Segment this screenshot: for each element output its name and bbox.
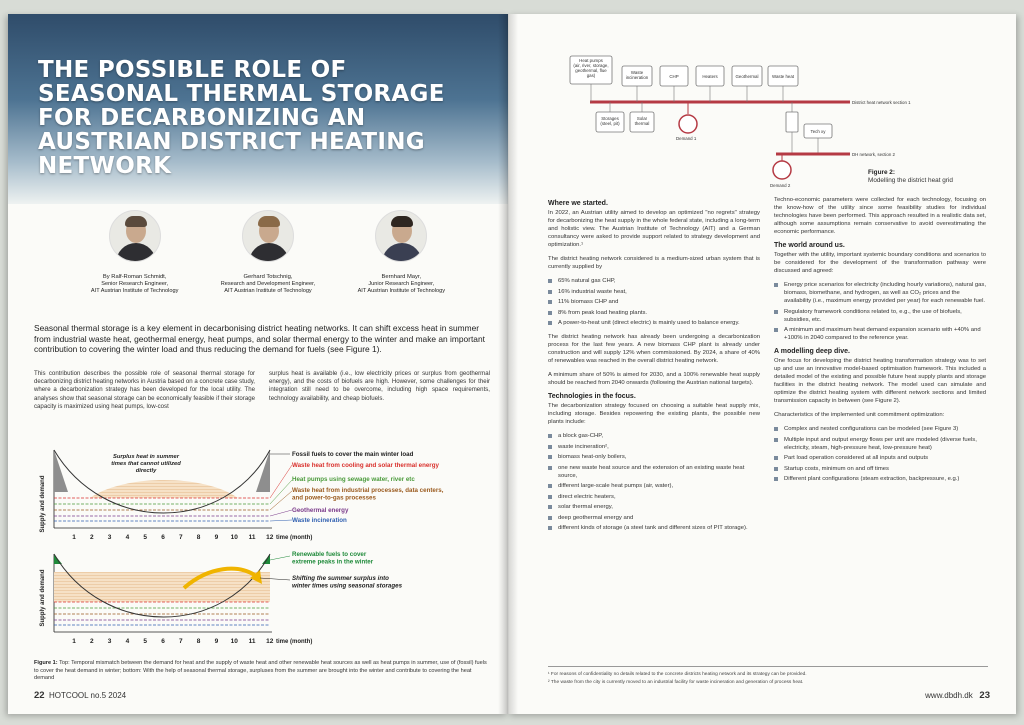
- list-item: a block gas-CHP,: [548, 432, 760, 440]
- char-list: [774, 425, 986, 483]
- month-tick-label: 4: [125, 638, 130, 645]
- list-item: Regulatory framework conditions related to, e.g., the use of biofuels, subsidies, etc.: [774, 308, 986, 324]
- figure-1-top-chart: [40, 450, 445, 541]
- demand-1-node: [679, 115, 697, 133]
- top-ylabel: Supply and demand: [40, 475, 46, 533]
- summer-surplus-area: [90, 480, 238, 498]
- surplus-annotation-3: directly: [135, 468, 157, 474]
- month-ticks-top: [72, 534, 274, 541]
- right-column-1: [548, 196, 760, 538]
- month-tick-label: 6: [161, 534, 165, 541]
- avatar: [109, 210, 161, 262]
- month-tick-label: 4: [125, 534, 130, 541]
- source-geothermal-label: Geothermal: [735, 74, 759, 79]
- bottom-xlabel: time (month): [276, 639, 313, 645]
- author-org: AIT Austrian Institute of Technology: [90, 288, 179, 294]
- month-tick-label: 8: [196, 534, 201, 541]
- tech-list: [548, 432, 760, 532]
- list-item: waste incineration²,: [548, 443, 760, 451]
- footnote-1: ¹ For reasons of confidentiality no details related to the concrete districts heating network and its strategy can be provided.: [548, 672, 807, 677]
- month-tick-label: 5: [143, 638, 148, 645]
- legend-fossil: Fossil fuels to cover the main winter load: [292, 451, 414, 458]
- storage-label: Storages (steel, pit): [600, 116, 620, 126]
- month-tick-label: 9: [214, 534, 219, 541]
- intro-col-1: This contribution describes the possible role of seasonal thermal storage for decarbonizing district heating networks in Austria based on a concrete case study, where a decarbonization strategy has been developed for the local utility. The analyses show that seasonal storage can be economically feasible if their storage capacity is maximized using heat pumps, low-cost: [34, 370, 255, 410]
- author-org: AIT Austrian Institute of Technology: [224, 288, 312, 294]
- list-item: biomass heat-only boilers,: [548, 453, 760, 461]
- legend-line: [270, 465, 292, 498]
- month-tick-label: 1: [72, 534, 76, 541]
- month-tick-label: 2: [89, 638, 94, 645]
- figure-1-chart: [34, 446, 494, 656]
- list-item: Part load operation considered at all inputs and outputs: [774, 454, 986, 462]
- top-xlabel: time (month): [276, 535, 313, 541]
- caption-label: Figure 1:: [34, 660, 58, 666]
- legend-shifting: Shifting the summer surplus into winter times using seasonal storages: [292, 575, 403, 590]
- surplus-annotation-1: Surplus heat in summer: [112, 454, 180, 460]
- surplus-annotation-2: times that cannot utilized: [111, 461, 181, 467]
- month-ticks-bottom: [72, 638, 274, 645]
- list-item: Startup costs, minimum on and off times: [774, 465, 986, 473]
- list-item: different large-scale heat pumps (air, water),: [548, 482, 760, 490]
- winter-fossil-right: [256, 450, 270, 492]
- demand-2-label: Demand 2: [770, 183, 791, 188]
- source-heaters-label: Heaters: [702, 74, 718, 79]
- month-tick-label: 1: [72, 638, 76, 645]
- model-paragraph: One focus for developing the district heating transformation strategy was to set up and use an innovative model-based optimisation framework. This included a detailed model of the existing and possible future heat supply plants and storage facilities in the district heating network. The model used can simulate and optimize the district heating system with different network sections and limited transmission capacity in between (see Figure 2).: [774, 358, 986, 404]
- right-column-2: [774, 196, 986, 489]
- list-item: A power-to-heat unit (direct electric) is mainly used to balance energy.: [548, 319, 760, 327]
- list-item: 65% natural gas CHP,: [548, 277, 760, 285]
- month-tick-label: 11: [248, 534, 256, 541]
- list-item: 11% biomass CHP and: [548, 298, 760, 306]
- list-item: Complex and nested configurations can be modeled (see Figure 3): [774, 425, 986, 433]
- footnotes: [548, 666, 988, 686]
- decarb-paragraph: The district heating network has already been undergoing a decarbonization process for the last few years. A new biomass CHP plant is already under construction and will supply 12% when commissioned. By 2024, a share of 40% of renewables was reached in the overall district heating network.: [548, 334, 760, 364]
- month-tick-label: 10: [230, 534, 238, 541]
- section-1-label: District heat network section 1: [852, 100, 911, 105]
- list-item: Energy price scenarios for electricity (including hourly variations), natural gas, biomass, biomethane, and hydrogen, as well as CO₂ prices and the availability (i.e., maximum energy provided per year) for each renewable fuel.: [774, 281, 986, 305]
- legend-waste-incineration: Waste incineration: [292, 517, 347, 524]
- left-folio: [34, 690, 126, 701]
- world-paragraph: Together with the utility, important systemic boundary conditions and scenarios to be considered for the development of the transformation pathway were discussed and agreed:: [774, 252, 986, 274]
- network-intro: The district heating network considered is a medium-sized urban system that is currently supplied by: [548, 256, 760, 270]
- article-title: THE POSSIBLE ROLE OF SEASONAL THERMAL STORAGE FOR DECARBONIZING AN AUSTRIAN DISTRICT HEATING NETWORK: [38, 57, 445, 179]
- author-role: Junior Research Engineer,: [368, 281, 435, 287]
- list-item: solar thermal energy,: [548, 503, 760, 511]
- intro-col-2: surplus heat is available (i.e., low electricity prices or surplus from geothermal energy), and the costs of biofuels are high. However, some challenges for their integration still need to be overcome, including high space requirements, technology availability, and cheap biofuels.: [269, 370, 490, 402]
- footnote-2: ² The waste from the city is currently moved to an industrial facility for waste incineration and generation of process heat.: [548, 679, 804, 685]
- heading-modelling: A modelling deep dive.: [774, 348, 850, 355]
- month-tick-label: 12: [266, 638, 274, 645]
- right-folio: [925, 690, 990, 701]
- lead-paragraph: Seasonal thermal storage is a key element in decarbonising district heating networks. It can shift excess heat in summer from industrial waste heat, geothermal energy, heat pumps, and solar thermal energy to the winter and make an important contribution to covering the winter load and thus reducing the demand for fuels (see Figure 1).: [34, 323, 485, 355]
- author-role: Research and Development Engineer,: [220, 281, 316, 287]
- month-tick-label: 5: [143, 534, 148, 541]
- source-heat-pumps-label: Heat pumps (air, river, storage, geothermal, flue gas): [573, 58, 609, 78]
- connection-box: [786, 112, 798, 132]
- top-legend: [270, 451, 445, 524]
- legend-industrial: Waste heat from industrial processes, data centers, and power-to-gas processes: [292, 487, 444, 502]
- solar-thermal-label: Solar thermal: [634, 116, 650, 126]
- caption-text: Top: Temporal mismatch between the demand for heat and the supply of waste heat and other renewable heat sources as well as heat pumps in summer, use of (fossil) fuels to cover the heat demand in winter; bottom: With the help of seasonal thermal storage, surpluses from the summer are brought into the winter and contribute to covering the heat demand: [34, 660, 487, 682]
- legend-line: [270, 510, 292, 516]
- char-paragraph: Characteristics of the implemented unit commitment optimization:: [774, 412, 945, 418]
- tech-paragraph: The decarbonization strategy focused on choosing a suitable heat supply mix, including storage. Besides repowering the existing plants, the possible new plants include:: [548, 403, 760, 425]
- avatar: [242, 210, 294, 262]
- techno-paragraph: Techno-economic parameters were collected for each technology, focusing on the know-how of the utility since some feasibility studies for individual technologies have been performed. This approach resulted in a realistic data set, although some assumptions remain conservative to avoid overestimating the economic performance.: [774, 197, 986, 235]
- author-name: By Ralf-Roman Schmidt,: [102, 274, 167, 280]
- website: www.dbdh.dk: [925, 691, 973, 700]
- source-waste-incineration-label: Waste incineration: [625, 70, 649, 80]
- legend-waste-cooling: Waste heat from cooling and solar thermal energy: [292, 462, 439, 469]
- supply-list: [548, 277, 760, 327]
- page-number-right: 23: [979, 690, 990, 701]
- demand-1-label: Demand 1: [676, 136, 697, 141]
- share-paragraph: A minimum share of 50% is aimed for 2030, and a 100% renewable heat supply should be reached from 2040 onwards (following the Austrian national targets).: [548, 372, 760, 386]
- left-page: [8, 14, 508, 714]
- storage-band: [54, 572, 270, 602]
- bottom-legend: [260, 551, 403, 590]
- month-tick-label: 10: [230, 638, 238, 645]
- month-tick-label: 8: [196, 638, 201, 645]
- magazine-issue: HOTCOOL no.5 2024: [49, 691, 127, 700]
- legend-line: [270, 556, 290, 560]
- list-item: different kinds of storage (a steel tank and different sizes of PIT storage).: [548, 524, 760, 532]
- author-org: AIT Austrian Institute of Technology: [357, 288, 446, 294]
- fig2-text: Modelling the district heat grid: [868, 177, 953, 184]
- month-tick-label: 6: [161, 638, 165, 645]
- avatar: [375, 210, 427, 262]
- author-name: Gerhard Totschnig,: [243, 274, 293, 280]
- source-chp-label: CHP: [669, 74, 679, 79]
- fig2-label: Figure 2:: [868, 169, 895, 176]
- legend-line: [270, 520, 292, 521]
- heading-where-we-started: Where we started.: [548, 200, 608, 207]
- heading-world: The world around us.: [774, 242, 845, 249]
- month-tick-label: 12: [266, 534, 274, 541]
- list-item: deep geothermal energy and: [548, 514, 760, 522]
- month-tick-label: 7: [178, 534, 183, 541]
- list-item: 16% industrial waste heat,: [548, 288, 760, 296]
- author-name: Bernhard Mayr,: [381, 274, 422, 280]
- where-paragraph: In 2022, an Austrian utility aimed to develop an optimized "no regrets" strategy for decarbonizing the heat supply in the whole federal state, including a long-term and holistic view. The Austrian Institute of Technology (AIT) and a German consultancy were asked to provide support related to strategy development and optimization.¹: [548, 210, 760, 248]
- list-item: direct electric heaters,: [548, 493, 760, 501]
- month-tick-label: 2: [89, 534, 94, 541]
- figure-2-caption: [868, 169, 1008, 185]
- winter-fossil-left: [54, 450, 68, 492]
- intro-columns: [34, 370, 490, 411]
- author-2: [201, 210, 334, 295]
- right-page: [508, 14, 1016, 714]
- tech-label: Tech xy: [810, 129, 826, 134]
- legend-heat-pumps: Heat pumps using sewage water, river etc: [292, 476, 415, 483]
- month-tick-label: 3: [107, 534, 112, 541]
- list-item: Multiple input and output energy flows per unit are modeled (diverse fuels, electricity, steam, high-pressure heat, low-pressure heat): [774, 436, 986, 452]
- legend-geothermal: Geothermal energy: [292, 507, 349, 514]
- authors: [68, 210, 468, 295]
- author-1: [68, 210, 201, 295]
- month-tick-label: 3: [107, 638, 112, 645]
- author-3: [335, 210, 468, 295]
- page-number-left: 22: [34, 690, 45, 701]
- month-tick-label: 7: [178, 638, 183, 645]
- list-item: 8% from peak load heating plants.: [548, 309, 760, 317]
- month-tick-label: 9: [214, 638, 219, 645]
- month-tick-label: 11: [248, 638, 256, 645]
- figure-1-caption: [34, 660, 492, 683]
- figure-1-bottom-chart: [40, 551, 403, 645]
- bottom-ylabel: Supply and demand: [40, 569, 46, 627]
- world-list: [774, 281, 986, 342]
- section-2-label: DH network, section 2: [852, 152, 895, 157]
- list-item: Different plant configurations (steam extraction, backpressure, e.g.): [774, 475, 986, 483]
- legend-renewable-fuels: Renewable fuels to cover extreme peaks in the winter: [292, 551, 374, 566]
- hero-banner: [8, 14, 508, 204]
- author-role: Senior Research Engineer,: [101, 281, 169, 287]
- demand-2-node: [773, 161, 791, 179]
- heading-technologies: Technologies in the focus.: [548, 393, 636, 400]
- list-item: one new waste heat source and the extension of an existing waste heat source,: [548, 464, 760, 480]
- source-waste-heat-label: Waste heat: [771, 74, 795, 79]
- list-item: A minimum and maximum heat demand expansion scenario with +40% and +100% in 2040 compared to the reference year.: [774, 326, 986, 342]
